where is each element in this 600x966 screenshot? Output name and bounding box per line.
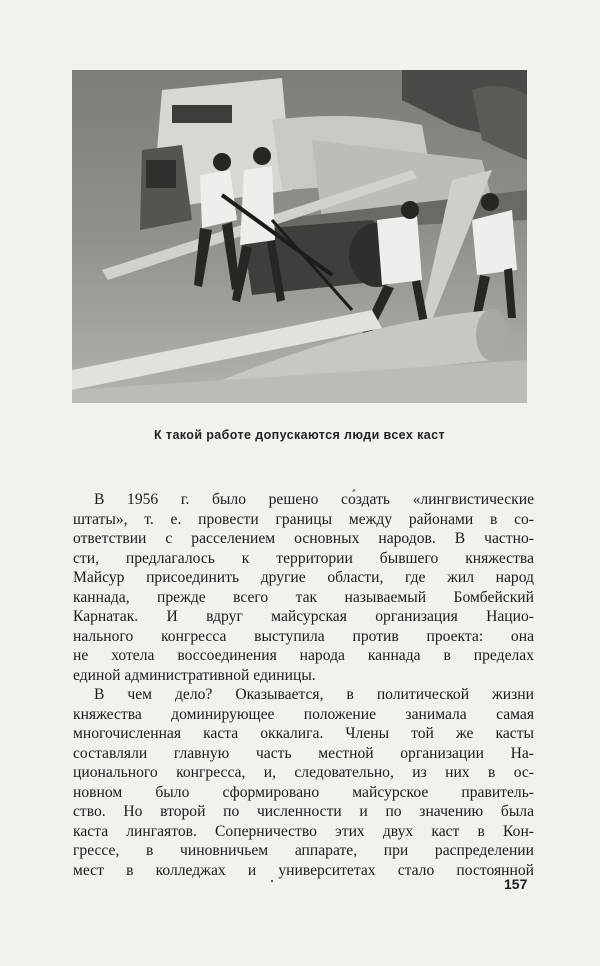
paragraph-1 — [73, 490, 534, 685]
photograph-icon — [72, 70, 527, 403]
text-line: сти, предлагалось к территории бывшего княжества — [73, 549, 534, 567]
text-line: В 1956 г. было решено со́здать «лингвистические — [94, 491, 534, 508]
text-line: новном было сформировано майсурское правитель- — [73, 783, 534, 801]
text-line: не хотела воссоединения народа каннада в пределах — [73, 647, 534, 664]
text-line: ответствии с расселением основных народов. В частно- — [73, 530, 534, 547]
text-line: единой административной единицы. — [73, 666, 316, 684]
text-line: В чем дело? Оказывается, в политической жизни — [94, 686, 534, 703]
text-line: грессе, в чиновничьем аппарате, при распределении — [73, 842, 534, 859]
text-line: Карнатак. И вдруг майсурская организация Нацио- — [73, 608, 534, 625]
photograph — [72, 70, 527, 403]
paragraph-2 — [73, 685, 534, 880]
page-number: 157 — [504, 876, 528, 892]
text-line: ство. Но второй по численности и по значению была — [73, 803, 534, 820]
print-speck — [271, 880, 273, 882]
text-line: штаты», т. е. провести границы между районами в со- — [73, 510, 534, 528]
text-line: каста лингаятов. Соперничество этих двух каст в Кон- — [73, 822, 534, 840]
photo-caption: К такой работе допускаются люди всех каст — [154, 428, 445, 442]
text-line: каннада, прежде всего так называемый Бомбейский — [73, 588, 534, 606]
text-line: мест в колледжах и университетах стало постоянной — [73, 861, 534, 879]
text-line: Майсур присоединить другие области, где жил народ — [73, 569, 534, 586]
text-line: княжества доминирующее положение занимала самая — [73, 705, 534, 723]
text-line: нального конгресса выступила против проекта: она — [73, 627, 534, 645]
text-line: составляли главную часть местной организации На- — [73, 744, 534, 762]
text-line: многочисленная каста оккалига. Члены той же касты — [73, 725, 534, 742]
body-text — [73, 490, 534, 880]
text-line: ционального конгресса, и, следовательно, из них в ос- — [73, 764, 534, 781]
